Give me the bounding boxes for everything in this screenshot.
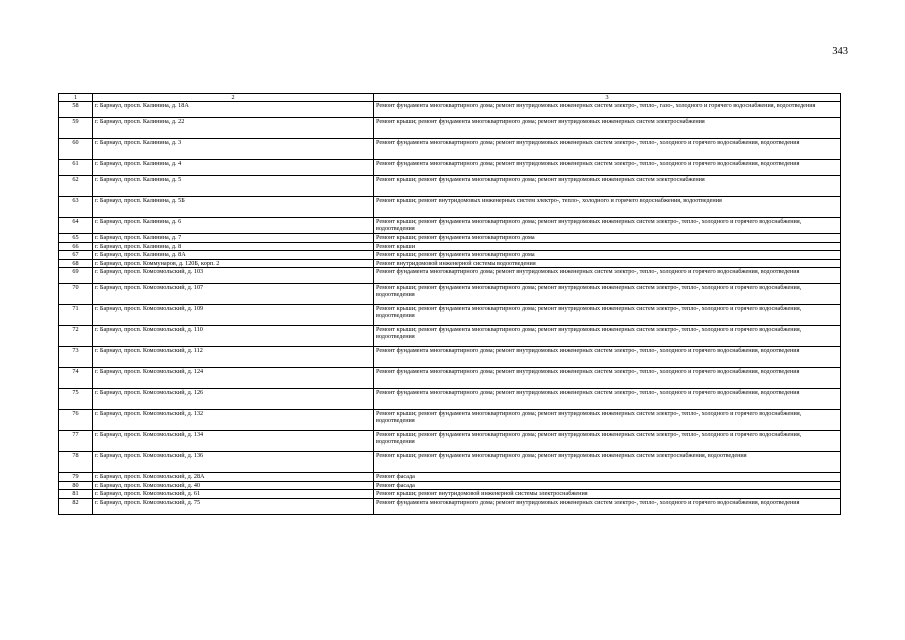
row-address-cell: г. Барнаул, просп. Комсомольский, д. 103 — [93, 268, 374, 284]
table-row — [59, 410, 841, 431]
row-works-cell: Ремонт крыши; ремонт фундамента многоквартирного дома; ремонт внутридомовых инженерных систем электро-, тепло-, холодного и горячего водоснабжения, водоотведения — [374, 326, 841, 347]
row-number-cell: 58 — [59, 102, 93, 118]
row-number-cell: 79 — [59, 473, 93, 482]
row-works-cell: Ремонт крыши; ремонт фундамента многоквартирного дома; ремонт внутридомовых инженерных систем электро-, тепло-, холодного и горячего водоснабжения, водоотведения — [374, 431, 841, 452]
page-number: 343 — [832, 46, 848, 57]
table-row — [59, 347, 841, 368]
row-number-cell: 67 — [59, 251, 93, 260]
row-works-cell: Ремонт фундамента многоквартирного дома; ремонт внутридомовых инженерных систем электро-, тепло-, газо-, холодного и горячего водоснабжения, водоотведения — [374, 102, 841, 118]
row-address-cell: г. Барнаул, просп. Калинина, д. 4 — [93, 160, 374, 176]
row-works-cell: Ремонт крыши; ремонт фундамента многоквартирного дома; ремонт внутридомовых инженерных систем электро-, тепло-, холодного и горячего водоснабжения, водоотведения — [374, 410, 841, 431]
row-address-cell: г. Барнаул, просп. Комсомольский, д. 126 — [93, 389, 374, 410]
table-header-row — [59, 94, 841, 102]
row-works-cell: Ремонт фундамента многоквартирного дома; ремонт внутридомовых инженерных систем электро-, тепло-, холодного и горячего водоснабжения, водоотведения — [374, 268, 841, 284]
table-row — [59, 326, 841, 347]
row-works-cell: Ремонт фундамента многоквартирного дома; ремонт внутридомовых инженерных систем электро-, тепло-, холодного и горячего водоснабжения, водоотведения — [374, 139, 841, 160]
row-address-cell: г. Барнаул, просп. Комсомольский, д. 40 — [93, 481, 374, 490]
row-address-cell: г. Барнаул, просп. Комсомольский, д. 124 — [93, 368, 374, 389]
column-header-address: 2 — [93, 94, 374, 102]
table-row — [59, 368, 841, 389]
row-address-cell: г. Барнаул, просп. Комсомольский, д. 132 — [93, 410, 374, 431]
row-address-cell: г. Барнаул, просп. Калинина, д. 7 — [93, 234, 374, 243]
row-address-cell: г. Барнаул, просп. Комсомольский, д. 109 — [93, 305, 374, 326]
table-row — [59, 389, 841, 410]
table-row — [59, 490, 841, 499]
row-address-cell: г. Барнаул, просп. Калинина, д. 6 — [93, 218, 374, 234]
row-works-cell: Ремонт крыши; ремонт фундамента многоквартирного дома; ремонт внутридомовых инженерных систем электро-, тепло-, холодного и горячего водоснабжения, водоотведения — [374, 218, 841, 234]
table-row — [59, 118, 841, 139]
table-row — [59, 284, 841, 305]
row-works-cell: Ремонт крыши; ремонт фундамента многоквартирного дома; ремонт внутридомовых инженерных систем электро-, тепло-, холодного и горячего водоснабжения, водоотведения — [374, 305, 841, 326]
table-row — [59, 160, 841, 176]
row-works-cell: Ремонт крыши; ремонт фундамента многоквартирного дома; ремонт внутридомовых инженерных систем электроснабжения, водоотведения — [374, 452, 841, 473]
row-number-cell: 59 — [59, 118, 93, 139]
row-works-cell: Ремонт крыши; ремонт фундамента многоквартирного дома; ремонт внутридомовых инженерных систем электроснабжения — [374, 176, 841, 197]
row-works-cell: Ремонт крыши; ремонт внутридомовой инженерной системы электроснабжения — [374, 490, 841, 499]
row-works-cell: Ремонт фундамента многоквартирного дома; ремонт внутридомовых инженерных систем электро-, тепло-, холодного и горячего водоснабжения, водоотведения — [374, 160, 841, 176]
table-row — [59, 268, 841, 284]
row-number-cell: 66 — [59, 242, 93, 251]
row-number-cell: 72 — [59, 326, 93, 347]
row-works-cell: Ремонт фундамента многоквартирного дома; ремонт внутридомовых инженерных систем электро-, тепло-, холодного и горячего водоснабжения, водоотведения — [374, 347, 841, 368]
row-works-cell: Ремонт крыши; ремонт фундамента многоквартирного дома; ремонт внутридомовых инженерных систем электро-, тепло-, холодного и горячего водоснабжения, водоотведения — [374, 284, 841, 305]
row-number-cell: 65 — [59, 234, 93, 243]
table-row — [59, 431, 841, 452]
row-number-cell: 76 — [59, 410, 93, 431]
row-works-cell: Ремонт внутридомовой инженерной системы водоотведения — [374, 259, 841, 268]
table-row — [59, 234, 841, 243]
table-row — [59, 218, 841, 234]
table-row — [59, 102, 841, 118]
table-row — [59, 473, 841, 482]
table-row — [59, 498, 841, 514]
row-address-cell: г. Барнаул, просп. Комсомольский, д. 75 — [93, 498, 374, 514]
row-number-cell: 63 — [59, 197, 93, 218]
row-number-cell: 69 — [59, 268, 93, 284]
row-works-cell: Ремонт крыши — [374, 242, 841, 251]
row-number-cell: 60 — [59, 139, 93, 160]
column-header-number: 1 — [59, 94, 93, 102]
column-header-works: 3 — [374, 94, 841, 102]
table-body — [59, 102, 841, 515]
table-row — [59, 139, 841, 160]
row-number-cell: 78 — [59, 452, 93, 473]
row-number-cell: 71 — [59, 305, 93, 326]
row-works-cell: Ремонт крыши; ремонт фундамента многоквартирного дома; ремонт внутридомовых инженерных систем электроснабжения — [374, 118, 841, 139]
row-address-cell: г. Барнаул, просп. Калинина, д. 5Б — [93, 197, 374, 218]
row-address-cell: г. Барнаул, просп. Комсомольский, д. 134 — [93, 431, 374, 452]
row-address-cell: г. Барнаул, просп. Коммунаров, д. 120Б, корп. 2 — [93, 259, 374, 268]
row-address-cell: г. Барнаул, просп. Калинина, д. 3 — [93, 139, 374, 160]
row-works-cell: Ремонт фундамента многоквартирного дома; ремонт внутридомовых инженерных систем электро-, тепло-, холодного и горячего водоснабжения, водоотведения — [374, 389, 841, 410]
row-works-cell: Ремонт фасада — [374, 473, 841, 482]
row-address-cell: г. Барнаул, просп. Комсомольский, д. 112 — [93, 347, 374, 368]
table-row — [59, 197, 841, 218]
row-number-cell: 61 — [59, 160, 93, 176]
table-row — [59, 176, 841, 197]
table-row — [59, 259, 841, 268]
row-number-cell: 64 — [59, 218, 93, 234]
row-number-cell: 74 — [59, 368, 93, 389]
row-address-cell: г. Барнаул, просп. Комсомольский, д. 136 — [93, 452, 374, 473]
buildings-table — [58, 93, 841, 515]
row-address-cell: г. Барнаул, просп. Калинина, д. 5 — [93, 176, 374, 197]
row-works-cell: Ремонт крыши; ремонт внутридомовых инженерных систем электро-, тепло-, холодного и горячего водоснабжения, водоотведения — [374, 197, 841, 218]
row-number-cell: 62 — [59, 176, 93, 197]
row-number-cell: 81 — [59, 490, 93, 499]
table-row — [59, 481, 841, 490]
row-address-cell: г. Барнаул, просп. Комсомольский, д. 28А — [93, 473, 374, 482]
row-number-cell: 80 — [59, 481, 93, 490]
table-row — [59, 452, 841, 473]
row-address-cell: г. Барнаул, просп. Калинина, д. 22 — [93, 118, 374, 139]
row-address-cell: г. Барнаул, просп. Калинина, д. 8А — [93, 251, 374, 260]
row-number-cell: 68 — [59, 259, 93, 268]
row-address-cell: г. Барнаул, просп. Комсомольский, д. 110 — [93, 326, 374, 347]
row-number-cell: 70 — [59, 284, 93, 305]
row-works-cell: Ремонт фундамента многоквартирного дома; ремонт внутридомовых инженерных систем электро-, тепло-, холодного и горячего водоснабжения, водоотведения — [374, 368, 841, 389]
row-works-cell: Ремонт крыши; ремонт фундамента многоквартирного дома — [374, 234, 841, 243]
row-address-cell: г. Барнаул, просп. Калинина, д. 18А — [93, 102, 374, 118]
row-number-cell: 73 — [59, 347, 93, 368]
table-row — [59, 242, 841, 251]
row-works-cell: Ремонт крыши; ремонт фундамента многоквартирного дома — [374, 251, 841, 260]
table-row — [59, 251, 841, 260]
row-number-cell: 82 — [59, 498, 93, 514]
row-address-cell: г. Барнаул, просп. Комсомольский, д. 61 — [93, 490, 374, 499]
row-works-cell: Ремонт фасада — [374, 481, 841, 490]
row-number-cell: 75 — [59, 389, 93, 410]
row-address-cell: г. Барнаул, просп. Калинина, д. 8 — [93, 242, 374, 251]
table-row — [59, 305, 841, 326]
row-number-cell: 77 — [59, 431, 93, 452]
row-works-cell: Ремонт фундамента многоквартирного дома; ремонт внутридомовых инженерных систем электро-, тепло-, холодного и горячего водоснабжения, водоотведения — [374, 498, 841, 514]
row-address-cell: г. Барнаул, просп. Комсомольский, д. 107 — [93, 284, 374, 305]
